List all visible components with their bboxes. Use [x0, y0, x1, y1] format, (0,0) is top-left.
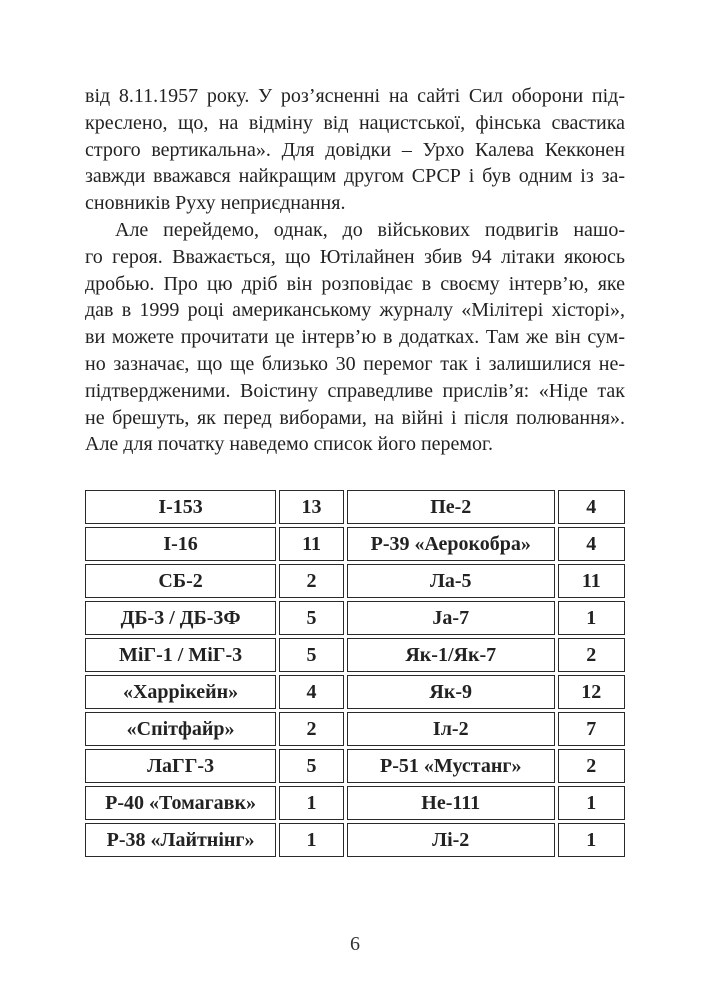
aircraft-type-cell: Лі-2 — [347, 823, 555, 857]
aircraft-type-cell: ЛаГГ-3 — [85, 749, 276, 783]
victory-count-cell: 4 — [279, 675, 344, 709]
body-text — [85, 83, 625, 458]
victory-count-cell: 7 — [558, 712, 625, 746]
aircraft-type-cell: Ja-7 — [347, 601, 555, 635]
table-row — [85, 823, 625, 857]
aircraft-type-cell: Ла-5 — [347, 564, 555, 598]
table-row — [85, 712, 625, 746]
aircraft-type-cell: «Спітфайр» — [85, 712, 276, 746]
aircraft-type-cell: Як-1/Як-7 — [347, 638, 555, 672]
table-row — [85, 675, 625, 709]
paragraph — [85, 217, 625, 458]
aircraft-type-cell: Як-9 — [347, 675, 555, 709]
table-row — [85, 786, 625, 820]
text-line: го героя. Вважається, що Ютілайнен збив 94 літаки якоюсь — [85, 245, 625, 268]
victory-count-cell: 1 — [558, 786, 625, 820]
victory-count-cell: 13 — [279, 490, 344, 524]
aircraft-type-cell: Іл-2 — [347, 712, 555, 746]
table-row — [85, 527, 625, 561]
text-line: завжди вважався найкращим другом СРСР і був одним із за- — [85, 165, 625, 188]
victory-count-cell: 12 — [558, 675, 625, 709]
victory-count-cell: 2 — [279, 712, 344, 746]
aircraft-type-cell: Р-51 «Мустанг» — [347, 749, 555, 783]
text-line: дробью. Про цю дріб він розповідає в своєму інтерв’ю, яке — [85, 272, 625, 295]
table-row — [85, 749, 625, 783]
aircraft-type-cell: Р-40 «Томагавк» — [85, 786, 276, 820]
victory-count-cell: 2 — [558, 638, 625, 672]
text-line: від 8.11.1957 року. У роз’ясненні на сайті Сил оборони під- — [85, 85, 625, 107]
victories-table — [82, 487, 628, 860]
text-line: сновників Руху неприєднання. — [85, 192, 346, 215]
table-row — [85, 564, 625, 598]
paragraph — [85, 83, 625, 217]
victory-count-cell: 2 — [558, 749, 625, 783]
aircraft-type-cell: Пе-2 — [347, 490, 555, 524]
text-line: Але для початку наведемо список його перемог. — [85, 433, 494, 456]
table-row — [85, 601, 625, 635]
victory-count-cell: 1 — [279, 786, 344, 820]
text-line: дав в 1999 році американському журналу «Мілітері хісторі», — [85, 299, 625, 322]
victory-count-cell: 1 — [558, 601, 625, 635]
text-line: строго вертикальна». Для довідки – Урхо Калева Кекконен — [85, 138, 625, 161]
aircraft-type-cell: Р-39 «Аерокобра» — [347, 527, 555, 561]
aircraft-type-cell: І-153 — [85, 490, 276, 524]
text-line: креслено, що, на відміну від нацистської, фінська свастика — [85, 111, 625, 134]
aircraft-type-cell: МіГ-1 / МіГ-3 — [85, 638, 276, 672]
victory-count-cell: 5 — [279, 601, 344, 635]
victory-count-cell: 11 — [279, 527, 344, 561]
text-line: підтвердженими. Воістину справедливе прислів’я: «Ніде так — [85, 379, 625, 402]
victory-count-cell: 4 — [558, 490, 625, 524]
victory-count-cell: 5 — [279, 749, 344, 783]
table-row — [85, 638, 625, 672]
victory-count-cell: 11 — [558, 564, 625, 598]
aircraft-type-cell: І-16 — [85, 527, 276, 561]
table-row — [85, 490, 625, 524]
text-line: Але перейдемо, однак, до військових подвигів нашо- — [115, 218, 625, 241]
text-line: но зазначає, що ще близько 30 перемог так і залишилися не- — [85, 352, 625, 375]
aircraft-type-cell: Р-38 «Лайтнінг» — [85, 823, 276, 857]
text-line: не брешуть, як перед виборами, на війні і після полювання». — [85, 406, 625, 429]
aircraft-type-cell: Не-111 — [347, 786, 555, 820]
text-line: ви можете прочитати це інтерв’ю в додатках. Там же він сум- — [85, 326, 625, 349]
victory-count-cell: 2 — [279, 564, 344, 598]
victory-count-cell: 5 — [279, 638, 344, 672]
victory-count-cell: 1 — [279, 823, 344, 857]
aircraft-type-cell: ДБ-3 / ДБ-3Ф — [85, 601, 276, 635]
victory-count-cell: 1 — [558, 823, 625, 857]
aircraft-type-cell: СБ-2 — [85, 564, 276, 598]
page-number: 6 — [350, 933, 360, 956]
victory-count-cell: 4 — [558, 527, 625, 561]
aircraft-type-cell: «Харрікейн» — [85, 675, 276, 709]
